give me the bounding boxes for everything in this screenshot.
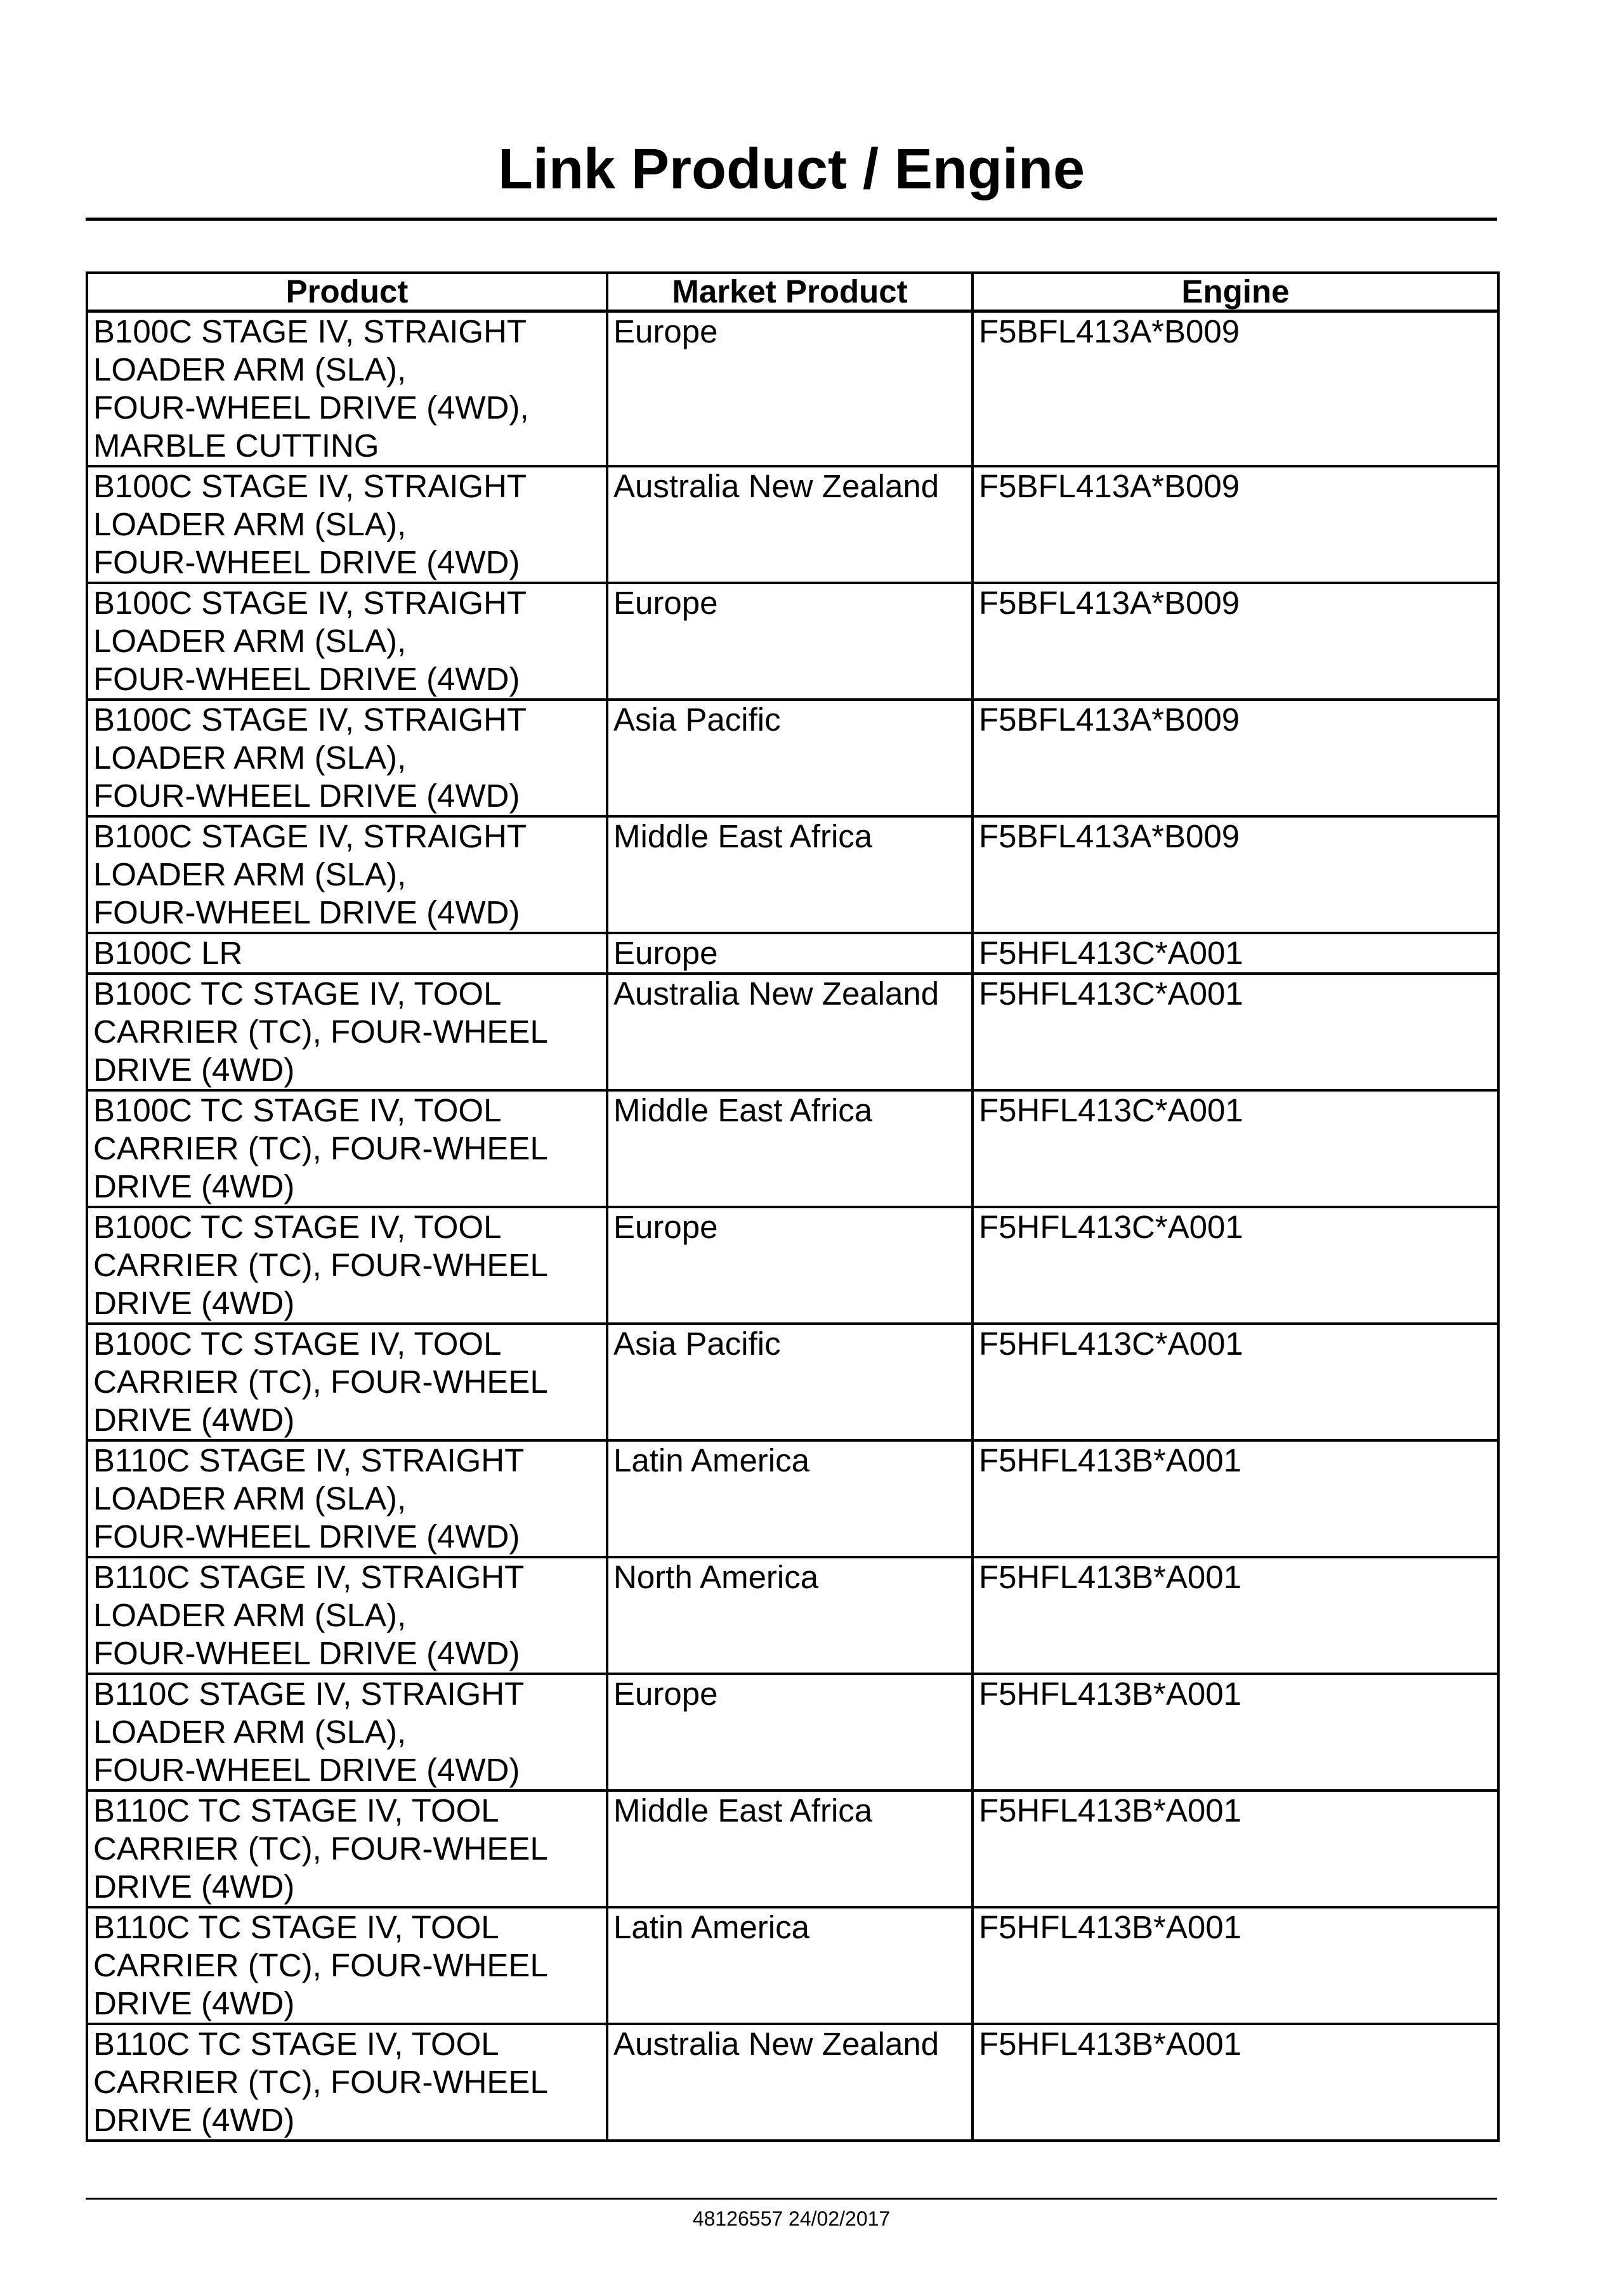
table-row [87,933,1498,974]
table-row [87,974,1498,1090]
header-row [87,273,1498,311]
engine-cell: F5BFL413A*B009 [972,816,1498,933]
engine-cell: F5BFL413A*B009 [972,311,1498,467]
market-product-cell: Middle East Africa [607,1090,972,1207]
market-product-cell: Europe [607,583,972,700]
engine-cell: F5HFL413B*A001 [972,2024,1498,2141]
table-row [87,2024,1498,2141]
product-cell: B110C STAGE IV, STRAIGHT LOADER ARM (SLA), FOUR-WHEEL DRIVE (4WD) [87,1557,607,1674]
engine-cell: F5BFL413A*B009 [972,700,1498,816]
table-body [87,311,1498,2141]
title-divider [86,218,1497,221]
product-cell: B100C TC STAGE IV, TOOL CARRIER (TC), FOUR-WHEEL DRIVE (4WD) [87,1207,607,1324]
engine-cell: F5HFL413B*A001 [972,1790,1498,1907]
product-cell: B110C TC STAGE IV, TOOL CARRIER (TC), FOUR-WHEEL DRIVE (4WD) [87,1790,607,1907]
product-cell: B100C STAGE IV, STRAIGHT LOADER ARM (SLA), FOUR-WHEEL DRIVE (4WD) [87,466,607,583]
product-cell: B100C STAGE IV, STRAIGHT LOADER ARM (SLA), FOUR-WHEEL DRIVE (4WD) [87,700,607,816]
product-cell: B100C LR [87,933,607,974]
market-product-cell: Europe [607,933,972,974]
footer-divider [86,2198,1497,2200]
product-cell: B100C STAGE IV, STRAIGHT LOADER ARM (SLA), FOUR-WHEEL DRIVE (4WD) [87,583,607,700]
engine-cell: F5HFL413C*A001 [972,1324,1498,1440]
product-cell: B100C STAGE IV, STRAIGHT LOADER ARM (SLA), FOUR-WHEEL DRIVE (4WD) [87,816,607,933]
market-product-cell: Asia Pacific [607,1324,972,1440]
market-product-cell: Middle East Africa [607,1790,972,1907]
product-cell: B110C STAGE IV, STRAIGHT LOADER ARM (SLA), FOUR-WHEEL DRIVE (4WD) [87,1674,607,1790]
table-row [87,1324,1498,1440]
table-row [87,700,1498,816]
product-cell: B100C TC STAGE IV, TOOL CARRIER (TC), FOUR-WHEEL DRIVE (4WD) [87,1090,607,1207]
market-product-cell: Europe [607,311,972,467]
engine-cell: F5HFL413B*A001 [972,1907,1498,2024]
engine-cell: F5HFL413B*A001 [972,1674,1498,1790]
table-row [87,816,1498,933]
page-title: Link Product / Engine [497,138,1085,201]
engine-cell: F5HFL413C*A001 [972,1207,1498,1324]
engine-cell: F5HFL413B*A001 [972,1557,1498,1674]
table-row [87,583,1498,700]
market-product-cell: Latin America [607,1440,972,1557]
market-product-cell: Australia New Zealand [607,466,972,583]
engine-cell: F5HFL413C*A001 [972,1090,1498,1207]
table-row [87,1440,1498,1557]
market-product-cell: Europe [607,1674,972,1790]
header-engine: Engine [972,273,1498,311]
table-row [87,1557,1498,1674]
engine-cell: F5BFL413A*B009 [972,583,1498,700]
engine-cell: F5BFL413A*B009 [972,466,1498,583]
product-cell: B100C TC STAGE IV, TOOL CARRIER (TC), FOUR-WHEEL DRIVE (4WD) [87,974,607,1090]
table-row [87,311,1498,467]
table-header [87,273,1498,311]
market-product-cell: North America [607,1557,972,1674]
market-product-cell: Australia New Zealand [607,2024,972,2141]
product-engine-table [86,271,1500,2142]
engine-cell: F5HFL413B*A001 [972,1440,1498,1557]
footer-document-reference: 48126557 24/02/2017 [692,2207,891,2230]
product-cell: B110C TC STAGE IV, TOOL CARRIER (TC), FOUR-WHEEL DRIVE (4WD) [87,1907,607,2024]
product-cell: B110C STAGE IV, STRAIGHT LOADER ARM (SLA), FOUR-WHEEL DRIVE (4WD) [87,1440,607,1557]
table-row [87,1090,1498,1207]
product-cell: B100C STAGE IV, STRAIGHT LOADER ARM (SLA), FOUR-WHEEL DRIVE (4WD), MARBLE CUTTING [87,311,607,467]
product-cell: B100C TC STAGE IV, TOOL CARRIER (TC), FOUR-WHEEL DRIVE (4WD) [87,1324,607,1440]
market-product-cell: Asia Pacific [607,700,972,816]
table-row [87,466,1498,583]
header-product: Product [87,273,607,311]
table-row [87,1790,1498,1907]
engine-cell: F5HFL413C*A001 [972,974,1498,1090]
product-engine-table-container [86,271,1497,2142]
table-row [87,1674,1498,1790]
market-product-cell: Australia New Zealand [607,974,972,1090]
table-row [87,1207,1498,1324]
table-row [87,1907,1498,2024]
product-cell: B110C TC STAGE IV, TOOL CARRIER (TC), FOUR-WHEEL DRIVE (4WD) [87,2024,607,2141]
header-market-product: Market Product [607,273,972,311]
market-product-cell: Middle East Africa [607,816,972,933]
engine-cell: F5HFL413C*A001 [972,933,1498,974]
market-product-cell: Europe [607,1207,972,1324]
market-product-cell: Latin America [607,1907,972,2024]
